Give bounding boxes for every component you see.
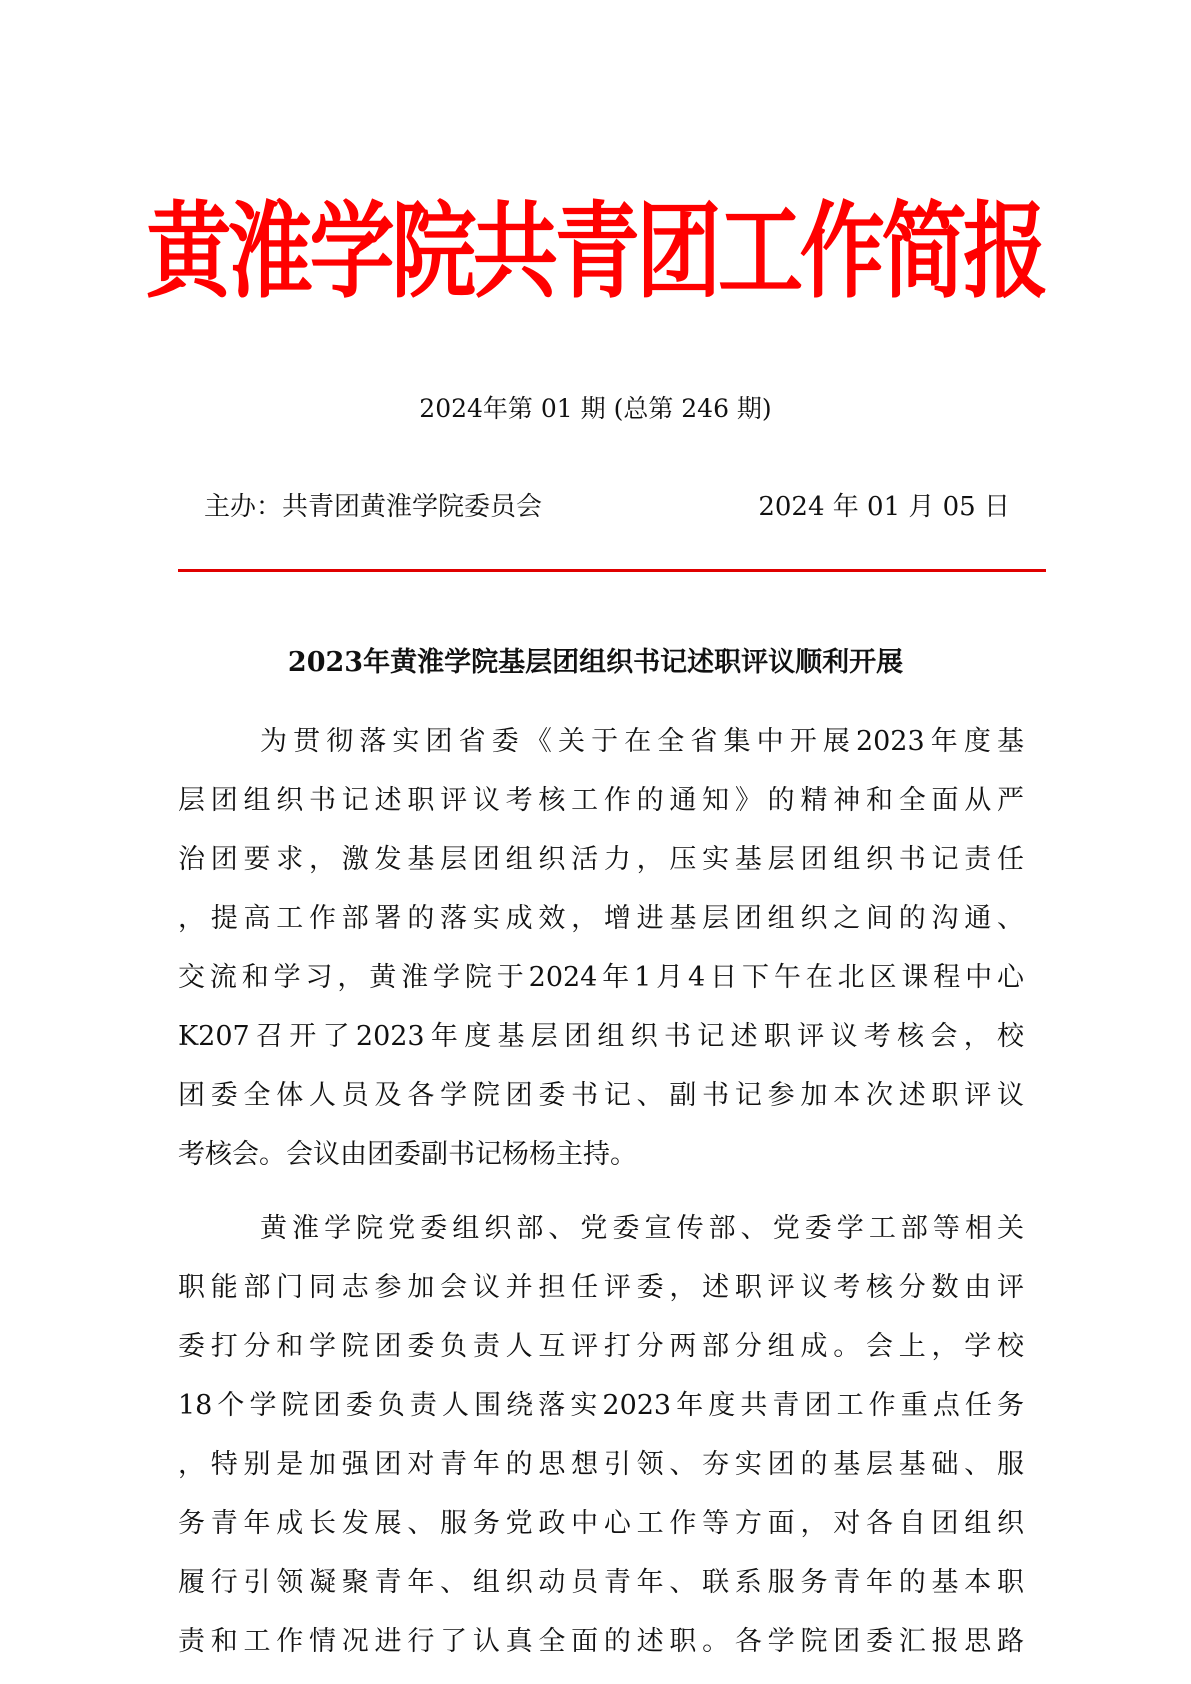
masthead-title: 黄淮学院共青团工作简报 (146, 192, 1045, 313)
paragraph-line: 黄淮学院党委组织部、党委宣传部、党委学工部等相关 (260, 1213, 1024, 1244)
article-paragraph (178, 712, 1024, 1184)
paragraph-line: 职能部门同志参加会议并担任评委，述职评议考核分数由评 (178, 1272, 1024, 1303)
paragraph-line: 履行引领凝聚青年、组织动员青年、联系服务青年的基本职 (178, 1567, 1024, 1598)
publication-date: 2024 年 01 月 05 日 (758, 492, 1010, 522)
paragraph-line: 责和工作情况进行了认真全面的述职。各学院团委汇报思路 (178, 1626, 1024, 1657)
article-body (178, 712, 1024, 1671)
paragraph-line: 务青年成长发展、服务党政中心工作等方面，对各自团组织 (178, 1508, 1024, 1539)
paragraph-line: 交流和学习，黄淮学院于2024年1月4日下午在北区课程中心 (178, 962, 1024, 993)
article-paragraph (178, 1199, 1024, 1671)
paragraph-line: 层团组织书记述职评议考核工作的通知》的精神和全面从严 (178, 785, 1024, 816)
paragraph-line: 治团要求，激发基层团组织活力，压实基层团组织书记责任 (178, 844, 1024, 875)
issue-number: 2024年第 01 期 (总第 246 期) (419, 394, 772, 423)
paragraph-line: 团委全体人员及各学院团委书记、副书记参加本次述职评议 (178, 1080, 1024, 1111)
paragraph-line: 考核会。会议由团委副书记杨杨主持。 (178, 1139, 637, 1170)
paragraph-line: ，提高工作部署的落实成效，增进基层团组织之间的沟通、 (178, 903, 1024, 934)
header-divider (178, 569, 1046, 572)
paragraph-spacer (178, 1184, 1024, 1199)
host-organization: 主办：共青团黄淮学院委员会 (204, 492, 543, 522)
paragraph-line: 18个学院团委负责人围绕落实2023年度共青团工作重点任务 (178, 1390, 1024, 1421)
paragraph-line: 委打分和学院团委负责人互评打分两部分组成。会上，学校 (178, 1331, 1024, 1362)
paragraph-line: ，特别是加强团对青年的思想引领、夯实团的基层基础、服 (178, 1449, 1024, 1480)
paragraph-line: K207召开了2023年度基层团组织书记述职评议考核会，校 (178, 1021, 1024, 1052)
paragraph-line: 为贯彻落实团省委《关于在全省集中开展2023年度基 (260, 726, 1024, 757)
article-title: 2023年黄淮学院基层团组织书记述职评议顺利开展 (287, 647, 904, 678)
